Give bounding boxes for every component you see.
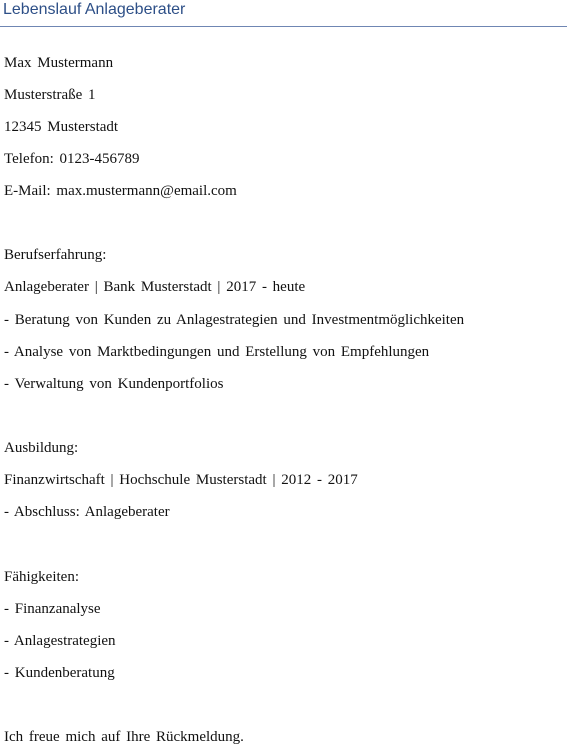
education-bullet: - Abschluss: Anlageberater [4, 504, 170, 520]
contact-city: 12345 Musterstadt [4, 119, 119, 135]
experience-bullet: - Beratung von Kunden zu Anlagestrategien und Investmentmöglichkeiten [4, 312, 465, 328]
skills-bullet: - Kundenberatung [4, 665, 115, 681]
title-divider [0, 26, 567, 27]
document-title: Lebenslauf Anlageberater [3, 1, 186, 18]
skills-bullet: - Finanzanalyse [4, 601, 101, 617]
experience-bullet: - Verwaltung von Kundenportfolios [4, 376, 224, 392]
contact-name: Max Mustermann [4, 55, 114, 71]
experience-heading: Berufserfahrung: [4, 247, 107, 263]
contact-street: Musterstraße 1 [4, 87, 96, 103]
experience-bullet: - Analyse von Marktbedingungen und Erstellung von Empfehlungen [4, 344, 430, 360]
skills-heading: Fähigkeiten: [4, 569, 79, 585]
contact-email: E-Mail: max.mustermann@email.com [4, 183, 237, 199]
education-entry: Finanzwirtschaft | Hochschule Musterstadt | 2012 - 2017 [4, 472, 358, 488]
skills-bullet: - Anlagestrategien [4, 633, 116, 649]
experience-entry: Anlageberater | Bank Musterstadt | 2017 - heute [4, 279, 306, 295]
education-heading: Ausbildung: [4, 440, 79, 456]
contact-phone: Telefon: 0123-456789 [4, 151, 140, 167]
closing-line: Ich freue mich auf Ihre Rückmeldung. [4, 729, 244, 745]
